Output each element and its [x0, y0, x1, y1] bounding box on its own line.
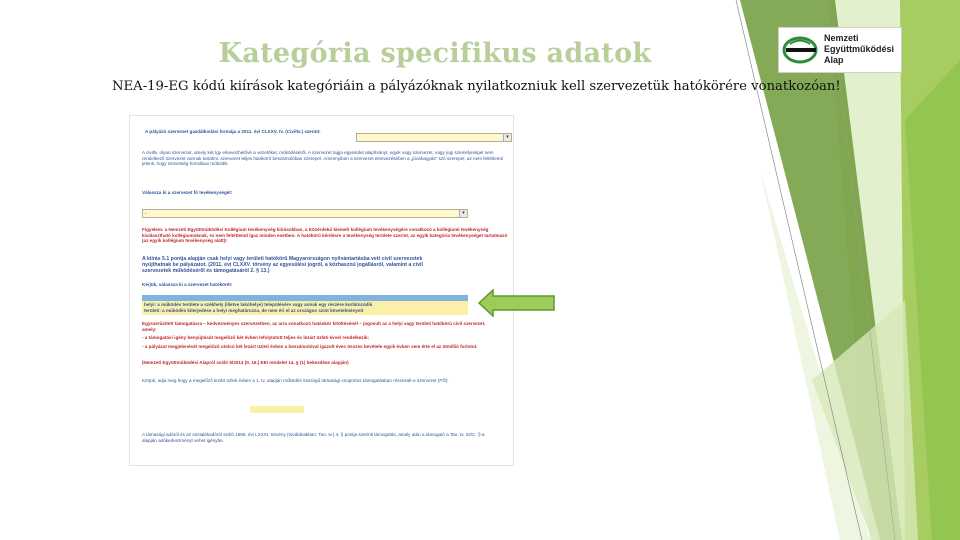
regulation-note: (Nemzeti Együttműködési Alapról szóló 5/2013 (II. 16.) EEI rendelet 14. § (1) bekezdése alapján)	[142, 360, 349, 365]
logo-line-3: Alap	[824, 55, 844, 65]
civil-info-text: A civiltv. olyan szervezet, amely két így elnevezhetővé a vezetőket, működéséről. A szervezet tagja egyesület alapítványt, egyik vagy szervezet, vagy jogi személyiségel nem rendelkező szervezet vannak tartalmi. szervezet teljes hatókörű beszámolóban szerepel. Amennyiben a szervezet elnevezésében a „jóváhagyás" szó szerepel, az nem feltétlenül jelenti, hogy szövetség formában működik.	[142, 150, 503, 167]
condition-a: - a támogatási igény benyújtását megelőző két évben lefolytatott teljes és lezárt üzleti évvel rendelkezik;	[142, 335, 369, 340]
slide-title: Kategória specifikus adatok	[218, 38, 652, 69]
chevron-down-icon[interactable]: ▾	[459, 210, 467, 217]
category-warning: Figyelem: a Nemzeti Együttműködési Kollégium tevékenység kiírásokban, a Közérdekű kiemelt kollégium tevékenységére vonatkozó a kollégiumi tevékenység kiválasztható kollégiumoknak, ez nem feltétlenül igaz minden esetben. A hatókörű kérdésre a tevékenység területe szerint, az egyik kategória tevékenységet tartalmazó (az egyik kollégium tevékenység alatt)!	[142, 227, 508, 244]
nea-logo	[778, 27, 902, 73]
condition-b: - a pályázat megjelenését megelőző utolsó két lezárt üzleti évben a beszámolóval igazolt éves összes bevétele egyik évben sem érte el az ötmillió forintot.	[142, 344, 478, 349]
scope-option-local[interactable]: helyi: a működés területe a székhely (illetve lakóhelye) településére vagy annak egy részére korlátozódik	[144, 302, 373, 307]
parent-org-input[interactable]	[250, 406, 304, 413]
legal-form-question: A pályázó szervezet gazdálkodási formája a 2011. évi CLXXV. tv. (Civiltv.) szerint:	[145, 129, 321, 134]
field-question: Válassza ki a szervezet fő tevékenységét:	[142, 190, 233, 195]
scope-question: Kérjük, válassza ki a szervezet hatókörét:	[142, 282, 233, 287]
field-dropdown[interactable]	[142, 209, 468, 218]
scope-option-regional[interactable]: területi: a működés kiterjedése a helyi meghatározza, de nem éri el az országos szint követelményeit	[144, 308, 364, 313]
logo-line-1: Nemzeti	[824, 33, 859, 43]
pointer-arrow-icon	[478, 289, 556, 317]
logo-mark-icon	[782, 34, 820, 66]
tax-footnote: A támasági adóról és az osztalékadóról szóló 1996. évi LXXXI. törvény (továbbiakban: Tao. tv.) 4. § pontja szerinti támogatás, amely után a támogató a Tao. tv. 22/C. §-a alapján adókedvezményt vehet igénybe.	[142, 432, 485, 443]
scope-requirement: A kiírás 5.1 pontja alapján csak helyi vagy területi hatókörű Magyarországon nyilvántartásba vett civil szervezetek nyújthatnak be pályázatot. (2011. évi CLXXV. törvény az egyesülési jogról, a közhasznú jogállásról, valamint a civil szervezetek működéséről és támogatásáról 2. § 13.)	[142, 256, 423, 275]
parent-org-question: Kérjük, adja meg hogy a megelőző lezárt üzleti évben a 1. tv. alapján működés összegű társasági-csoportos támogatásban részesült-e szervezet (FŐ):	[142, 378, 449, 383]
form-screenshot	[129, 115, 514, 466]
slide-subtitle: NEA-19-EG kódú kiírások kategóriáin a pályázóknak nyilatkozniuk kell szervezetük hatókörére vonatkozóan!	[112, 79, 841, 94]
field-dropdown-value: -	[145, 211, 147, 216]
legal-form-dropdown[interactable]	[356, 133, 512, 142]
eligibility-text: Egyszerűsített támogatásra – kedvezményes szervezetben, az arra vonatkozó hatáskör kitöltésénél – jogosult az a helyi vagy területi hatókörű civil szervezet, amely:	[142, 321, 486, 332]
chevron-down-icon[interactable]: ▾	[503, 134, 511, 141]
logo-line-2: Együttműködési	[824, 44, 895, 54]
